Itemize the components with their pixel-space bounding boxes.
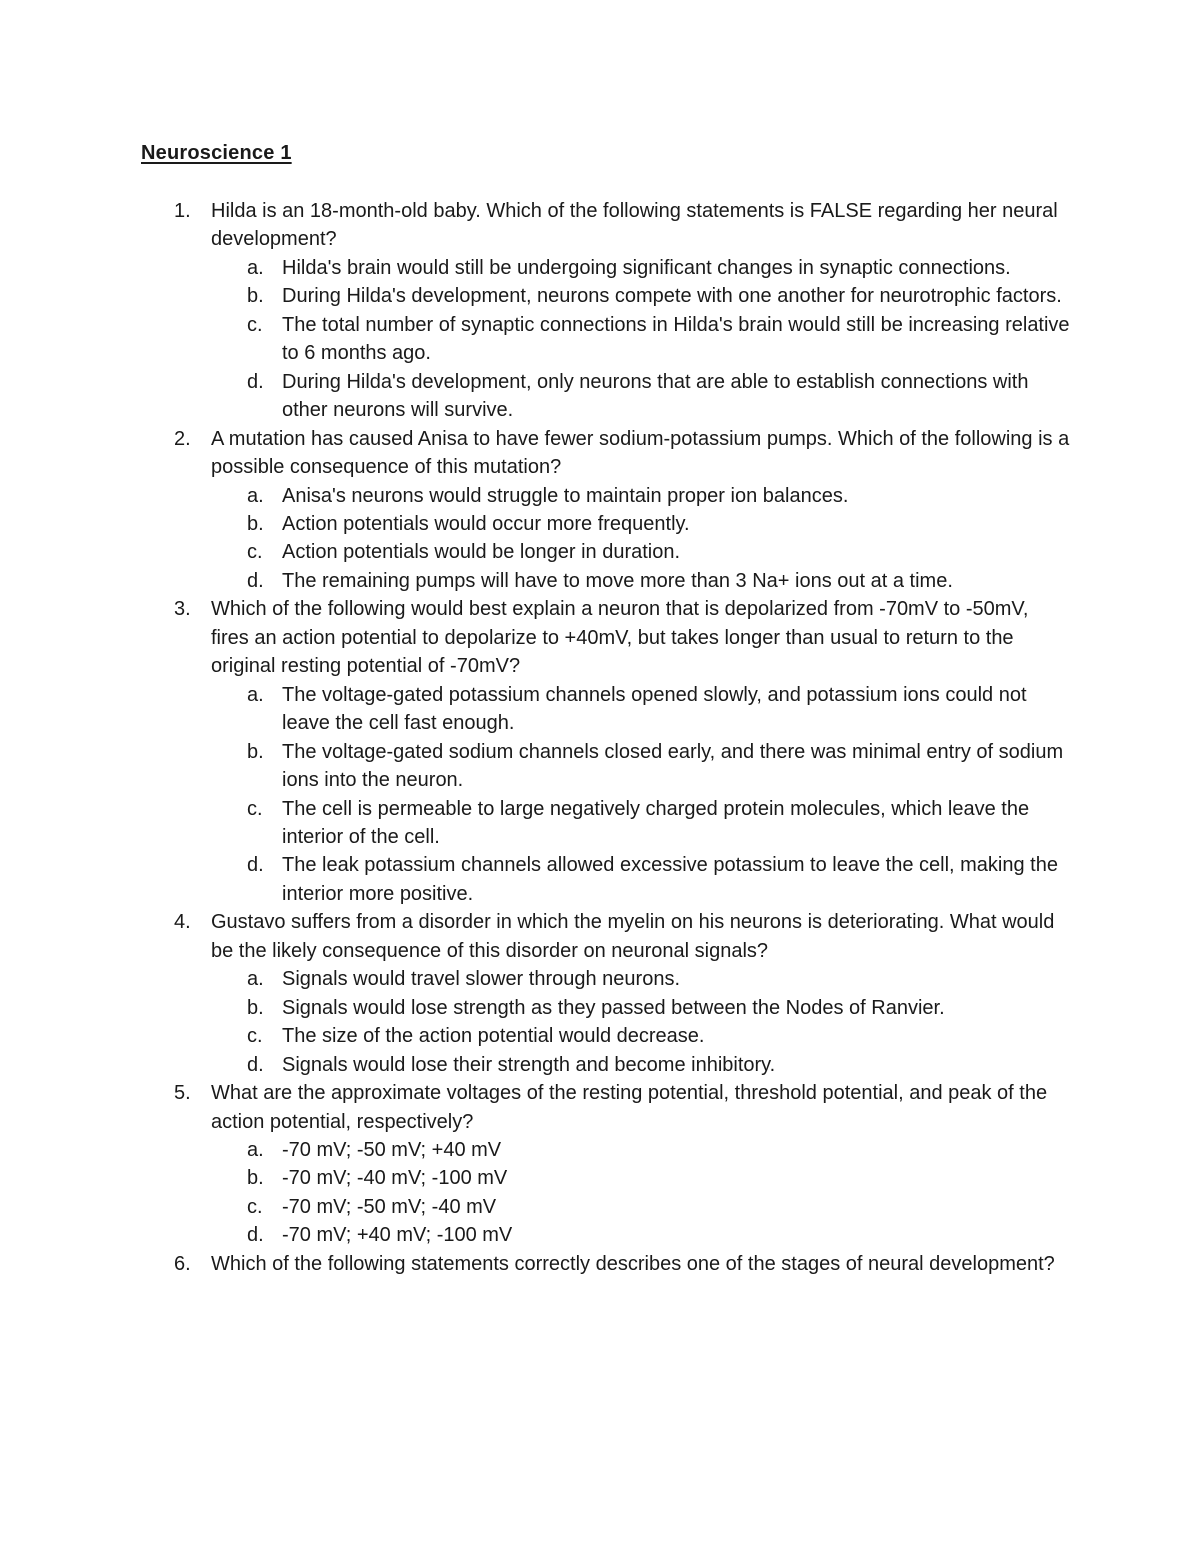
option-text: Action potentials would be longer in duration. — [282, 541, 681, 564]
option-text: During Hilda's development, neurons compete with one another for neurotrophic factors. — [282, 285, 1062, 308]
question-number: 4. — [174, 911, 191, 934]
answer-option-a — [211, 681, 1071, 738]
question-text: Which of the following would best explain a neuron that is depolarized from -70mV to -50mV, fires an action potential to depolarize to +40mV, but takes longer than usual to return to the original resting potential of -70mV? — [211, 598, 1029, 678]
answer-option-b — [211, 282, 1071, 310]
answer-option-a — [211, 254, 1071, 282]
answer-option-c — [211, 1193, 1071, 1221]
option-text: The voltage-gated sodium channels closed early, and there was minimal entry of sodium ions into the neuron. — [282, 740, 1064, 792]
question-3 — [0, 595, 1071, 908]
option-letter: c. — [247, 313, 263, 336]
option-text: -70 mV; -40 mV; -100 mV — [282, 1167, 508, 1190]
question-number: 1. — [174, 200, 191, 222]
answer-option-b — [211, 994, 1071, 1022]
option-letter: b. — [247, 740, 264, 763]
question-text: Gustavo suffers from a disorder in which the myelin on his neurons is deteriorating. What would be the likely consequence of this disorder on neuronal signals? — [211, 911, 1055, 962]
option-text: The remaining pumps will have to move more than 3 Na+ ions out at a time. — [282, 569, 953, 592]
answer-option-c — [211, 311, 1071, 368]
option-text: Anisa's neurons would struggle to maintain proper ion balances. — [282, 484, 849, 507]
option-letter: d. — [247, 1053, 264, 1076]
option-text: -70 mV; -50 mV; -40 mV — [282, 1195, 497, 1218]
answer-option-d — [211, 567, 1071, 595]
option-text: -70 mV; -50 mV; +40 mV — [282, 1138, 502, 1161]
option-letter: b. — [247, 996, 264, 1019]
answer-option-c — [211, 1022, 1071, 1050]
option-text: Hilda's brain would still be undergoing significant changes in synaptic connections. — [282, 256, 1011, 279]
answer-option-c — [211, 795, 1071, 852]
question-4 — [0, 908, 1071, 1079]
option-letter: a. — [247, 256, 264, 279]
question-text: Hilda is an 18-month-old baby. Which of the following statements is FALSE regarding her neural development? — [211, 200, 1058, 251]
answer-option-a — [211, 482, 1071, 510]
option-letter: b. — [247, 285, 264, 308]
question-1 — [0, 197, 1071, 425]
question-2 — [0, 425, 1071, 596]
option-text: Signals would lose their strength and become inhibitory. — [282, 1053, 776, 1076]
document-title: Neuroscience 1 — [141, 142, 292, 164]
option-text: During Hilda's development, only neurons that are able to establish connections with other neurons will survive. — [282, 370, 1029, 422]
option-text: Signals would lose strength as they passed between the Nodes of Ranvier. — [282, 996, 945, 1019]
answer-option-a — [211, 965, 1071, 993]
answer-option-b — [211, 738, 1071, 795]
answer-option-b — [211, 510, 1071, 538]
option-text: The total number of synaptic connections in Hilda's brain would still be increasing relative to 6 months ago. — [282, 313, 1070, 365]
option-letter: b. — [247, 1167, 264, 1190]
answer-option-d — [211, 1221, 1071, 1249]
option-letter: d. — [247, 1224, 264, 1247]
option-letter: a. — [247, 484, 264, 507]
answer-option-d — [211, 851, 1071, 908]
option-letter: a. — [247, 968, 264, 991]
answer-option-b — [211, 1164, 1071, 1192]
question-text: Which of the following statements correctly describes one of the stages of neural development? — [211, 1252, 1055, 1275]
option-letter: d. — [247, 370, 264, 393]
answer-option-a — [211, 1136, 1071, 1164]
option-letter: d. — [247, 569, 264, 592]
option-letter: c. — [247, 1195, 263, 1218]
option-letter: c. — [247, 541, 263, 564]
answer-option-c — [211, 538, 1071, 566]
question-number: 2. — [174, 427, 191, 450]
question-list — [0, 197, 1200, 1278]
option-letter: c. — [247, 797, 263, 820]
answer-option-d — [211, 368, 1071, 425]
option-text: Signals would travel slower through neurons. — [282, 968, 680, 991]
question-text: What are the approximate voltages of the resting potential, threshold potential, and peak of the action potential, respectively? — [211, 1082, 1048, 1133]
option-text: The size of the action potential would decrease. — [282, 1025, 705, 1048]
option-letter: d. — [247, 854, 264, 877]
answer-option-d — [211, 1051, 1071, 1079]
option-text: -70 mV; +40 mV; -100 mV — [282, 1224, 513, 1247]
option-text: The leak potassium channels allowed excessive potassium to leave the cell, making the interior more positive. — [282, 854, 1058, 905]
question-text: A mutation has caused Anisa to have fewer sodium-potassium pumps. Which of the following is a possible consequence of this mutation? — [211, 427, 1070, 479]
option-text: Action potentials would occur more frequently. — [282, 512, 690, 535]
question-number: 5. — [174, 1082, 191, 1105]
question-5 — [0, 1079, 1071, 1250]
option-text: The voltage-gated potassium channels opened slowly, and potassium ions could not leave the cell fast enough. — [282, 683, 1027, 735]
question-number: 3. — [174, 598, 191, 621]
option-letter: a. — [247, 1138, 264, 1161]
option-text: The cell is permeable to large negatively charged protein molecules, which leave the interior of the cell. — [282, 797, 1030, 848]
option-letter: a. — [247, 683, 264, 706]
question-number: 6. — [174, 1252, 191, 1275]
option-letter: b. — [247, 512, 264, 535]
question-6 — [0, 1250, 1071, 1278]
option-letter: c. — [247, 1025, 263, 1048]
